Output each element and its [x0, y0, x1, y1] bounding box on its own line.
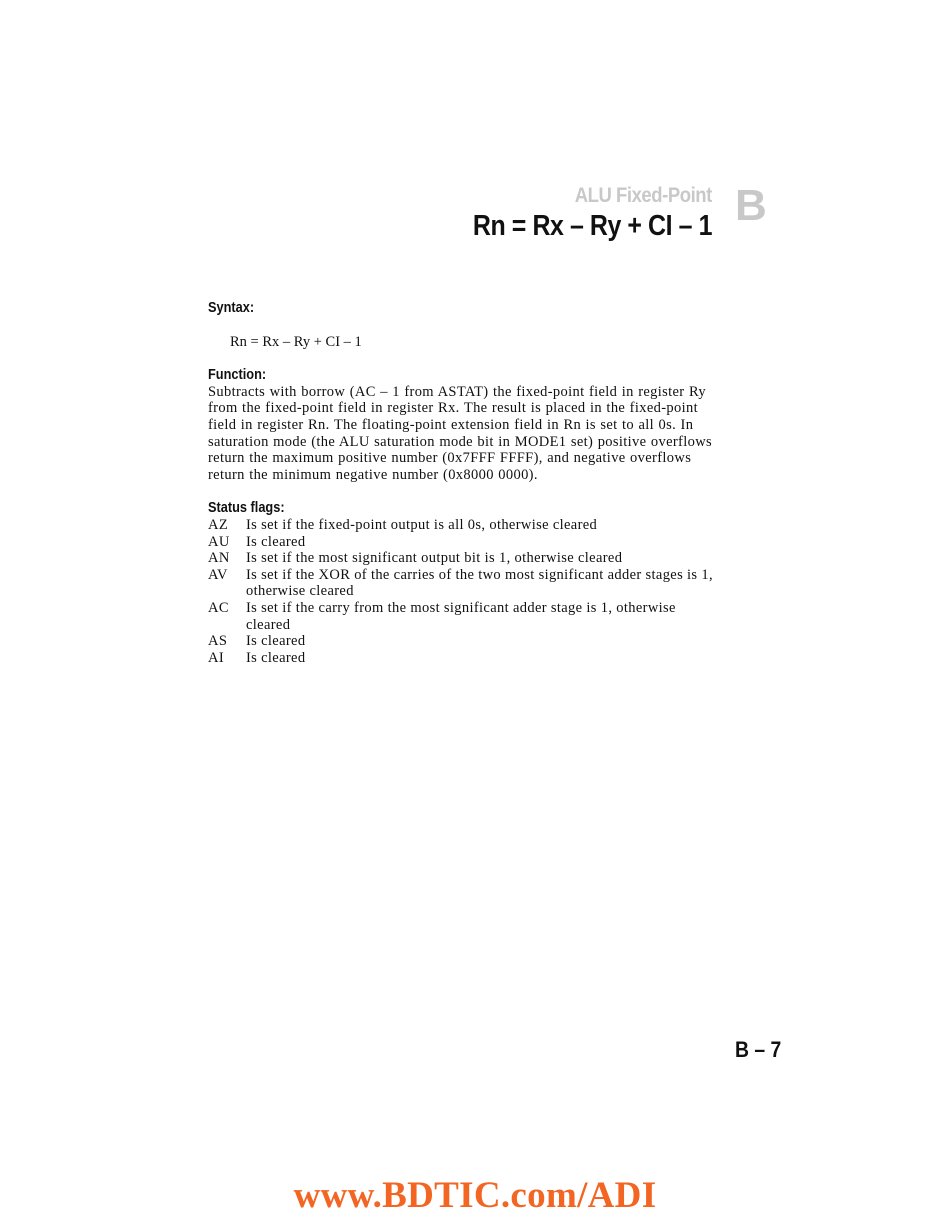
flag-name: AZ — [208, 516, 229, 533]
syntax-heading: Syntax: — [208, 300, 255, 316]
chapter-letter: B — [735, 181, 767, 230]
function-heading: Function: — [208, 367, 267, 384]
flag-name: AI — [208, 649, 225, 666]
flag-desc: Is set if the carry from the most significant adder stage is 1, otherwise cleared — [246, 599, 676, 633]
flag-name: AN — [208, 550, 230, 567]
syntax-line: Rn = Rx – Ry + CI – 1 — [230, 333, 362, 350]
flag-row-ac — [208, 600, 718, 633]
function-text: Subtracts with borrow (AC – 1 from ASTAT) the fixed-point field in register Ry from the fixed-point field in register Rx. The result is placed in the fixed-point field in register Rn. The floating-point extension field in Rn is set to all 0s. In saturation mode (the ALU saturation mode bit in MODE1 set) positive overflows return the maximum positive number (0x7FFF FFFF), and negative overflows return the minimum negative number (0x8000 0000). — [208, 383, 713, 483]
flag-name: AU — [208, 533, 230, 550]
status-flags-heading: Status flags: — [208, 500, 285, 517]
flag-name: AV — [208, 566, 228, 583]
flag-row-av — [208, 567, 718, 600]
flag-desc: Is set if the fixed-point output is all 0s, otherwise cleared — [246, 516, 598, 533]
flag-desc: Is cleared — [246, 649, 306, 666]
flag-row-as — [208, 633, 718, 650]
flag-desc: Is cleared — [246, 633, 306, 650]
main-content — [208, 300, 718, 666]
flag-name: AS — [208, 633, 228, 650]
status-flags-list — [208, 517, 718, 666]
flag-row-an — [208, 550, 718, 567]
flag-row-au — [208, 534, 718, 551]
page-title: Rn = Rx – Ry + CI – 1 — [472, 210, 712, 242]
flag-desc: Is cleared — [246, 533, 306, 550]
watermark-link[interactable]: www.BDTIC.com/ADI — [293, 1175, 657, 1216]
flag-row-az — [208, 517, 718, 534]
flag-name: AC — [208, 599, 229, 616]
page-number: B – 7 — [735, 1037, 782, 1062]
section-title: ALU Fixed-Point — [574, 184, 712, 207]
flag-desc: Is set if the most significant output bit is 1, otherwise cleared — [246, 550, 623, 567]
flag-row-ai — [208, 650, 718, 667]
flag-desc: Is set if the XOR of the carries of the two most significant adder stages is 1, otherwise cleared — [246, 566, 713, 600]
